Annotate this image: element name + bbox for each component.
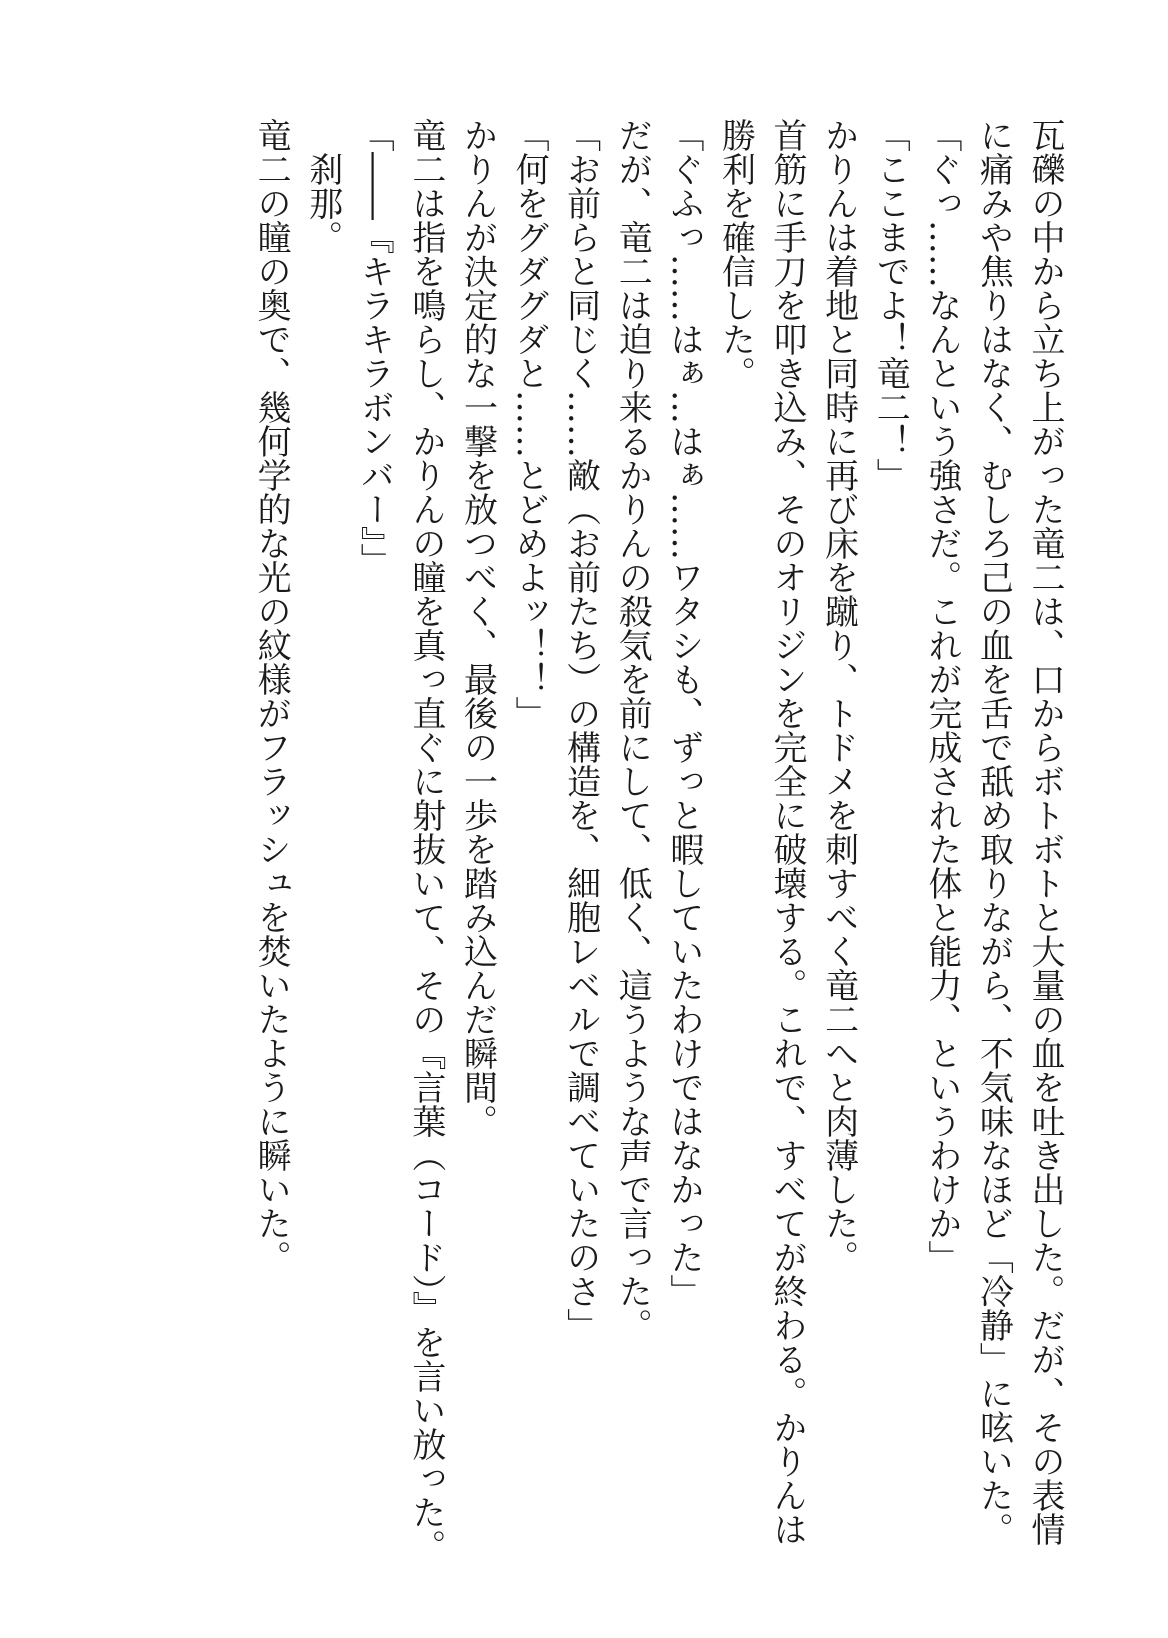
dialogue-line: 「ここまでよ！竜二！」 bbox=[870, 118, 911, 492]
paragraph-line: 首筋に手刀を叩き込み、そのオリジンを完全に破壊する。これで、すべてが終わる。かりんは bbox=[767, 118, 808, 1546]
dialogue-line: 「何をグダグダと……とどめよッ！！」 bbox=[509, 118, 550, 730]
paragraph-line: かりんが決定的な一撃を放つべく、最後の一歩を踏み込んだ瞬間。 bbox=[457, 118, 498, 1138]
dialogue-line: 「ぐっ……なんという強さだ。これが完成された体と能力、というわけか」 bbox=[921, 118, 962, 1274]
paragraph-line: に痛みや焦りはなく、むしろ己の血を舌で舐め取りながら、不気味なほど「冷静」に呟いた。 bbox=[973, 118, 1014, 1546]
paragraph-line: だが、竜二は迫り来るかりんの殺気を前にして、低く、這うような声で言った。 bbox=[612, 118, 653, 1342]
paragraph-line: 竜二の瞳の奥で、幾何学的な光の紋様がフラッシュを焚いたように瞬いた。 bbox=[251, 118, 292, 1274]
paragraph-line: 瓦礫の中から立ち上がった竜二は、口からボトボトと大量の血を吐き出した。だが、その表情 bbox=[1025, 118, 1065, 1546]
paragraph-line: 刹那。 bbox=[302, 152, 343, 254]
body-text bbox=[200, 118, 1070, 1563]
dialogue-line: 「ぐふっ……はぁ…はぁ……ワタシも、ずっと暇していたわけではなかった」 bbox=[663, 118, 704, 1308]
paragraph-line: 勝利を確信した。 bbox=[715, 118, 756, 390]
paragraph-line: かりんは着地と同時に再び床を蹴り、トドメを刺すべく竜二へと肉薄した。 bbox=[818, 118, 859, 1274]
dialogue-line: 「――『キラキラボンバー』」 bbox=[354, 118, 395, 577]
paragraph-line: 竜二は指を鳴らし、かりんの瞳を真っ直ぐに射抜いて、その『言葉（コード）』を言い放った。 bbox=[405, 118, 446, 1563]
dialogue-line: 「お前らと同じく……敵（お前たち）の構造を、細胞レベルで調べていたのさ」 bbox=[560, 118, 601, 1342]
